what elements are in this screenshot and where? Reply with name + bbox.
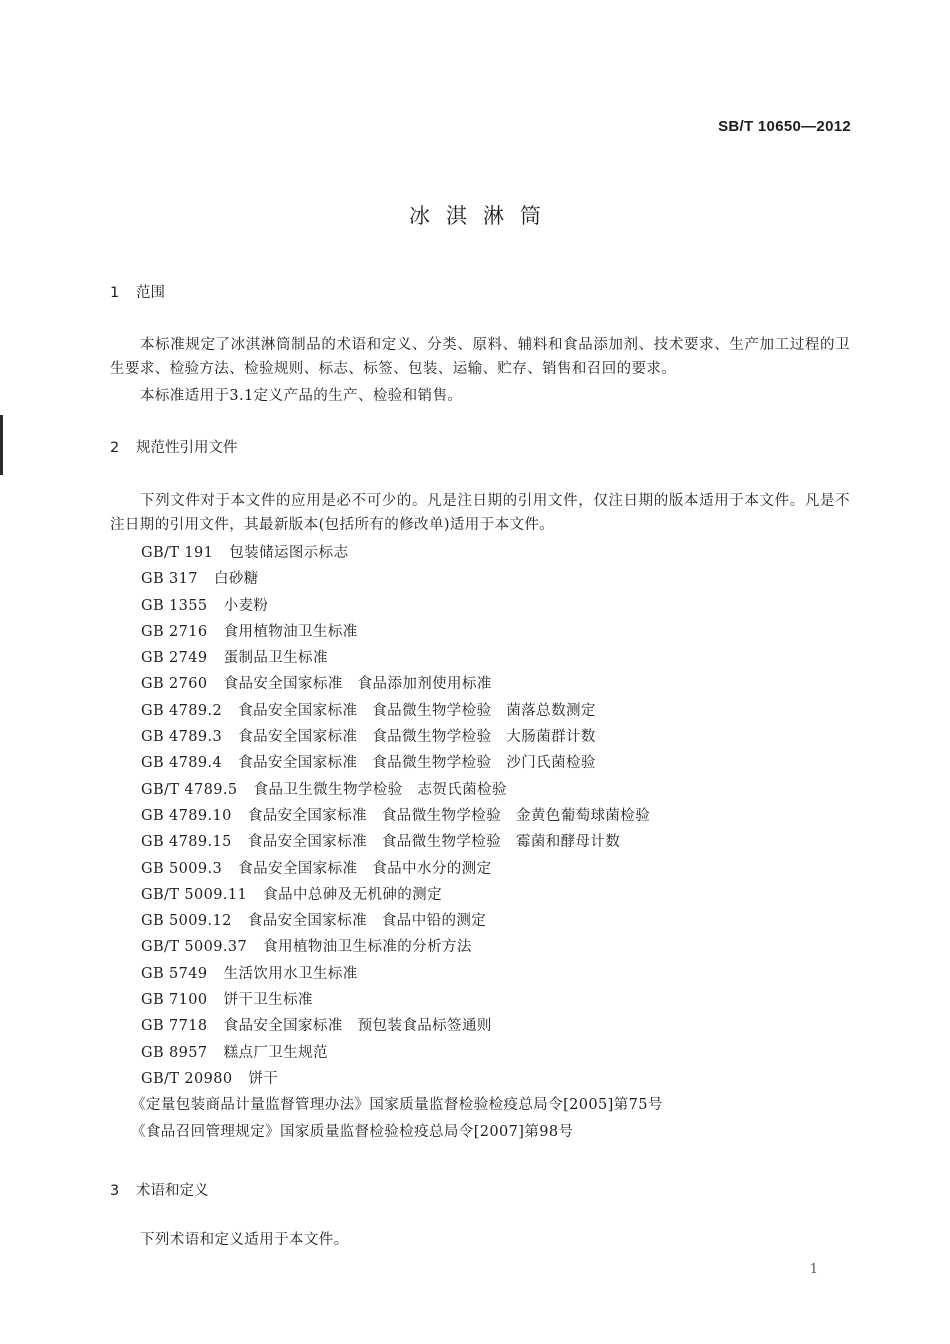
regulation-item: 《食品召回管理规定》国家质量监督检验检疫总局令[2007]第98号 — [131, 1123, 574, 1140]
reference-code: GB 7718 — [141, 1018, 208, 1035]
reference-code: GB 5009.12 — [141, 913, 232, 930]
reference-title: 食品安全国家标准 食品微生物学检验 金黄色葡萄球菌检验 — [247, 807, 651, 824]
reference-code: GB 2716 — [141, 623, 208, 640]
reference-item — [141, 857, 663, 883]
reference-code: GB/T 5009.11 — [141, 886, 248, 903]
reference-item — [141, 1041, 663, 1067]
reference-code: GB 8957 — [141, 1044, 208, 1061]
reference-item — [141, 935, 663, 961]
reference-item — [141, 830, 663, 856]
reference-title: 生活饮用水卫生标准 — [223, 965, 358, 982]
reference-title: 饼干卫生标准 — [223, 992, 313, 1009]
section-title: 术语和定义 — [136, 1183, 209, 1199]
reference-code: GB 4789.10 — [141, 807, 232, 824]
scan-binding-mark — [0, 415, 3, 475]
reference-item — [141, 909, 663, 935]
reference-item — [141, 567, 663, 593]
reference-title: 包装储运图示标志 — [229, 545, 349, 561]
reference-item — [141, 988, 663, 1014]
reference-code: GB 4789.2 — [141, 702, 223, 719]
reference-list — [131, 541, 663, 1146]
reference-code: GB 1355 — [141, 597, 208, 614]
reference-code: GB 5009.3 — [141, 860, 223, 877]
reference-item — [141, 778, 663, 804]
reference-code: GB/T 5009.37 — [141, 939, 248, 956]
regulation-item: 《定量包装商品计量监督管理办法》国家质量监督检验检疫总局令[2005]第75号 — [131, 1097, 663, 1114]
section-heading-normative-references — [110, 436, 238, 457]
reference-code: GB/T 191 — [141, 545, 214, 561]
reference-item — [141, 804, 663, 830]
reference-code: GB 5749 — [141, 965, 208, 982]
section-number: 3 — [110, 1183, 120, 1199]
reference-item — [141, 672, 663, 698]
reference-item — [141, 594, 663, 620]
reference-title: 白砂糖 — [213, 571, 259, 588]
reference-code: GB 4789.3 — [141, 729, 223, 746]
reference-item — [141, 1014, 663, 1040]
reference-item — [141, 699, 663, 725]
reference-title: 食品安全国家标准 食品中水分的测定 — [238, 860, 492, 877]
reference-title: 食用植物油卫生标准的分析方法 — [263, 939, 472, 956]
section-heading-terms-and-definitions — [110, 1179, 209, 1200]
section-number: 2 — [110, 440, 120, 456]
reference-code: GB 4789.4 — [141, 755, 223, 772]
scope-paragraph-1: 本标准规定了冰淇淋筒制品的术语和定义、分类、原料、辅料和食品添加剂、技术要求、生产加工过程的卫生要求、检验方法、检验规则、标志、标签、包装、运输、贮存、销售和召回的要求。 — [110, 337, 850, 377]
section-number: 1 — [110, 285, 120, 301]
reference-title: 蛋制品卫生标准 — [223, 650, 328, 667]
document-title: 冰淇淋筒 — [409, 204, 557, 228]
reference-code: GB 317 — [141, 571, 198, 588]
reference-title: 食品卫生微生物学检验 志贺氏菌检验 — [253, 781, 507, 798]
terms-intro-paragraph: 下列术语和定义适用于本文件。 — [140, 1232, 349, 1248]
section-title: 范围 — [136, 285, 165, 301]
reference-item — [141, 751, 663, 777]
section-title: 规范性引用文件 — [136, 440, 238, 456]
reference-title: 食品安全国家标准 食品中铅的测定 — [247, 913, 487, 930]
reference-title: 饼干 — [248, 1070, 279, 1087]
section-heading-scope — [110, 281, 165, 302]
reference-code: GB 7100 — [141, 992, 208, 1009]
reference-title: 食品安全国家标准 食品微生物学检验 菌落总数测定 — [238, 702, 596, 719]
reference-title: 食用植物油卫生标准 — [223, 623, 358, 640]
normative-intro-paragraph: 下列文件对于本文件的应用是必不可少的。凡是注日期的引用文件，仅注日期的版本适用于本文件。凡是不注日期的引用文件，其最新版本(包括所有的修改单)适用于本文件。 — [110, 493, 850, 533]
reference-code: GB 2760 — [141, 676, 208, 693]
reference-code: GB 4789.15 — [141, 834, 232, 851]
reference-item — [141, 962, 663, 988]
reference-code: GB 2749 — [141, 650, 208, 667]
reference-title: 食品安全国家标准 食品微生物学检验 沙门氏菌检验 — [238, 755, 596, 772]
page-number: 1 — [809, 1262, 818, 1277]
reference-code: GB/T 4789.5 — [141, 781, 238, 798]
reference-code: GB/T 20980 — [141, 1070, 233, 1087]
standard-code: SB/T 10650—2012 — [718, 118, 851, 135]
reference-title: 食品安全国家标准 预包装食品标签通则 — [223, 1018, 492, 1035]
reference-title: 食品安全国家标准 食品微生物学检验 霉菌和酵母计数 — [247, 834, 621, 851]
reference-item — [141, 725, 663, 751]
reference-title: 食品中总砷及无机砷的测定 — [263, 886, 442, 903]
reference-item — [141, 620, 663, 646]
reference-title: 食品安全国家标准 食品微生物学检验 大肠菌群计数 — [238, 729, 596, 746]
reference-title: 小麦粉 — [223, 597, 269, 614]
scope-paragraph-2: 本标准适用于3.1定义产品的生产、检验和销售。 — [140, 388, 463, 404]
reference-title: 食品安全国家标准 食品添加剂使用标准 — [223, 676, 492, 693]
reference-item — [141, 1067, 663, 1093]
reference-item — [141, 541, 663, 567]
reference-item — [141, 883, 663, 909]
reference-item — [141, 646, 663, 672]
reference-title: 糕点厂卫生规范 — [223, 1044, 328, 1061]
